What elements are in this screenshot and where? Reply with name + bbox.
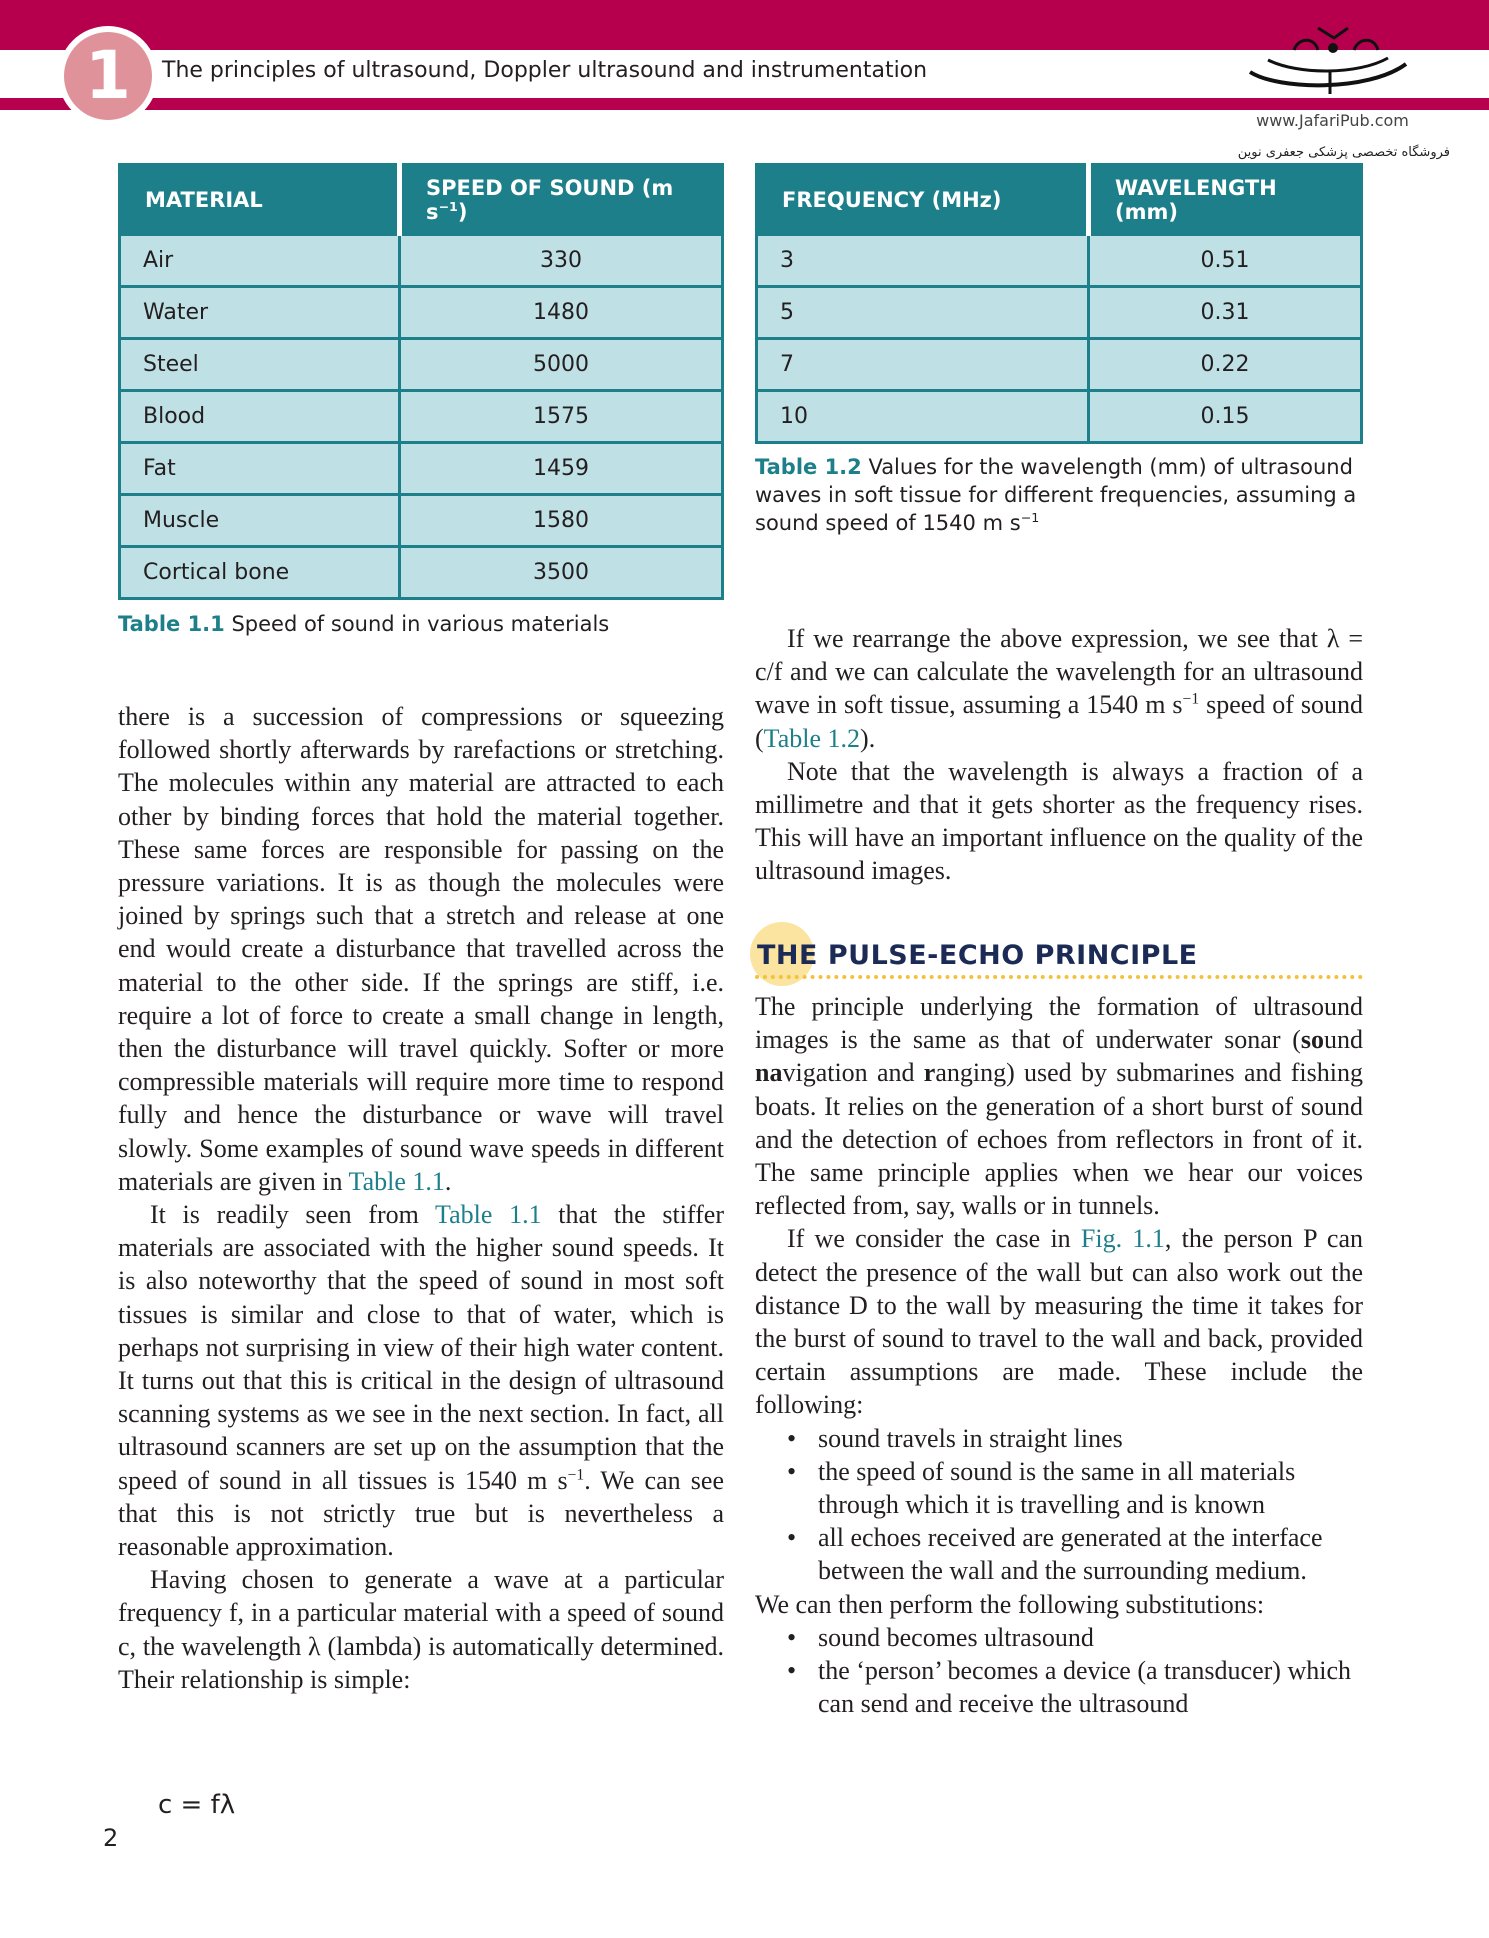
table-row [120,391,723,443]
material-cell: Muscle [120,495,400,547]
frequency-cell: 7 [757,339,1089,391]
list-item: • the ‘person’ becomes a device (a transducer) which can send and receive the ultrasound [755,1654,1363,1720]
page-number: 2 [103,1824,119,1852]
material-cell: Steel [120,339,400,391]
table-1-caption [118,610,724,638]
table-row [120,495,723,547]
table-2-caption: Table 1.2 Values for the wavelength (mm) of ultrasound waves in soft tissue for different frequencies, assuming a sound speed of 1540 m $s^{-1}$ [755,455,1357,535]
paragraph: there is a succession of compressions or squeezing followed shortly afterwards by rarefactions or stretching. The molecules within any material are attracted to each other by binding forces that hold the material together. These same forces are responsible for passing on the pressure variations. It is as though the molecules were joined by springs such that a stretch and release at one end would create a disturbance that travelled across the material to the other side. If the springs are stiff, i.e. require a lot of force to create a small change in length, then the disturbance will travel quickly. Softer or more compressible materials will require more time to respond fully and hence the disturbance or wave will travel slowly. Some examples of sound wave speeds in different materials are given in Table 1.1. [118,702,724,1196]
paragraph: It is readily seen from Table 1.1 that the stiffer materials are associated with the higher sound speeds. It is also noteworthy that the speed of sound in most soft tissues is similar and close to that of water, which is perhaps not surprising in view of their high water content. It turns out that this is critical in the design of ultrasound scanning systems as we see in the next section. In fact, all ultrasound scanners are set up on the assumption that the speed of sound in all tissues is 1540 m $s^{-1}$. We can see that this is not strictly true but is nevertheless a reasonable approximation. [118,1200,724,1562]
paragraph: Having chosen to generate a wave at a particular frequency f, in a particular material with a speed of sound c, the wavelength λ (lambda) is automatically determined. Their relationship is simple: [118,1565,724,1694]
frequency-cell: 5 [757,287,1089,339]
publisher-tagline: فروشگاه تخصصی پزشکی جعفری نوین [1237,145,1450,160]
table-row [120,443,723,495]
table-1-link[interactable]: Table 1.1 [348,1166,445,1196]
table-row [120,547,723,599]
table-header-row [757,165,1362,235]
list-item: • all echoes received are generated at the interface between the wall and the surrounding medium. [755,1521,1363,1587]
paragraph: If we consider the case in Fig. 1.1, the person P can detect the presence of the wall but can also work out the distance D to the wall by measuring the time it takes for the burst of sound to travel to the wall and back, provided certain assumptions are made. These include the following: [755,1224,1363,1420]
table-2-label: Table 1.2 [755,455,862,479]
column-header-material: MATERIAL [120,165,400,235]
list-item: • sound becomes ultrasound [755,1621,1363,1654]
wavelength-cell: 0.51 [1089,235,1362,287]
wavelength-cell: 0.31 [1089,287,1362,339]
heading-dotted-rule [755,975,1363,979]
assumptions-list [755,1422,1363,1588]
list-item: • sound travels in straight lines [755,1422,1363,1455]
frequency-cell: 10 [757,391,1089,443]
speed-cell: 5000 [400,339,723,391]
wavelength-cell: 0.15 [1089,391,1362,443]
table-row [757,287,1362,339]
table-1-link[interactable]: Table 1.1 [435,1200,542,1230]
right-column-top [755,622,1363,888]
material-cell: Blood [120,391,400,443]
table-wavelength [755,163,1363,444]
paragraph: The principle underlying the formation of ultrasound images is the same as that of underwater sonar (sound navigation and ranging) used by submarines and fishing boats. It relies on the generation of a short burst of sound and the detection of echoes from reflectors in front of it. The same principle applies when we hear our voices reflected from, say, walls or in tunnels. [755,992,1363,1221]
publisher-url: www.JafariPub.com [1256,111,1409,130]
table-row [120,339,723,391]
section-heading-block [750,918,1370,978]
figure-1-link[interactable]: Fig. 1.1 [1080,1224,1165,1254]
speed-cell: 1575 [400,391,723,443]
running-head: The principles of ultrasound, Doppler ultrasound and instrumentation [162,58,928,83]
table-2-link[interactable]: Table 1.2 [763,723,861,753]
table-row [120,235,723,287]
table-row [757,391,1362,443]
material-cell: Air [120,235,400,287]
material-cell: Water [120,287,400,339]
table-speed-of-sound [118,163,724,600]
table-row [757,235,1362,287]
table-2-caption-text: Values for the wavelength (mm) of ultrasound waves in soft tissue for different frequencies, assuming a sound speed of 1540 m s [755,455,1357,535]
list-item: • the speed of sound is the same in all materials through which it is travelling and is known [755,1455,1363,1521]
column-header-wavelength: WAVELENGTH (mm) [1089,165,1362,235]
publisher-logo-icon [1238,20,1418,110]
table-row [120,287,723,339]
substitutions-list [755,1621,1363,1721]
column-header-speed: SPEED OF SOUND (m $s^{-1}$) [400,165,723,235]
speed-cell: 1580 [400,495,723,547]
frequency-cell: 3 [757,235,1089,287]
table-1-label: Table 1.1 [118,612,225,636]
section-heading: THE PULSE-ECHO PRINCIPLE [757,940,1198,971]
speed-cell: 3500 [400,547,723,599]
speed-cell: 330 [400,235,723,287]
table-header-row [120,165,723,235]
wavelength-cell: 0.22 [1089,339,1362,391]
speed-cell: 1480 [400,287,723,339]
material-cell: Fat [120,443,400,495]
paragraph: If we rearrange the above expression, we see that λ = c/f and we can calculate the wavelength for an ultrasound wave in soft tissue, assuming a 1540 m $s^{-1}$ speed of sound (Table 1.2). [755,624,1363,753]
speed-cell: 1459 [400,443,723,495]
paragraph: Note that the wavelength is always a fraction of a millimetre and that it gets shorter as the frequency rises. This will have an important influence on the quality of the ultrasound images. [755,756,1363,886]
column-header-frequency: FREQUENCY (MHz) [757,165,1089,235]
paragraph: We can then perform the following substitutions: [755,1589,1265,1619]
equation: c = fλ [158,1790,236,1820]
chapter-number-badge: 1 [64,32,152,120]
table-row [757,339,1362,391]
left-column [118,700,724,1696]
material-cell: Cortical bone [120,547,400,599]
right-column-bottom [755,990,1363,1720]
table-1-caption-text: Speed of sound in various materials [224,612,610,636]
